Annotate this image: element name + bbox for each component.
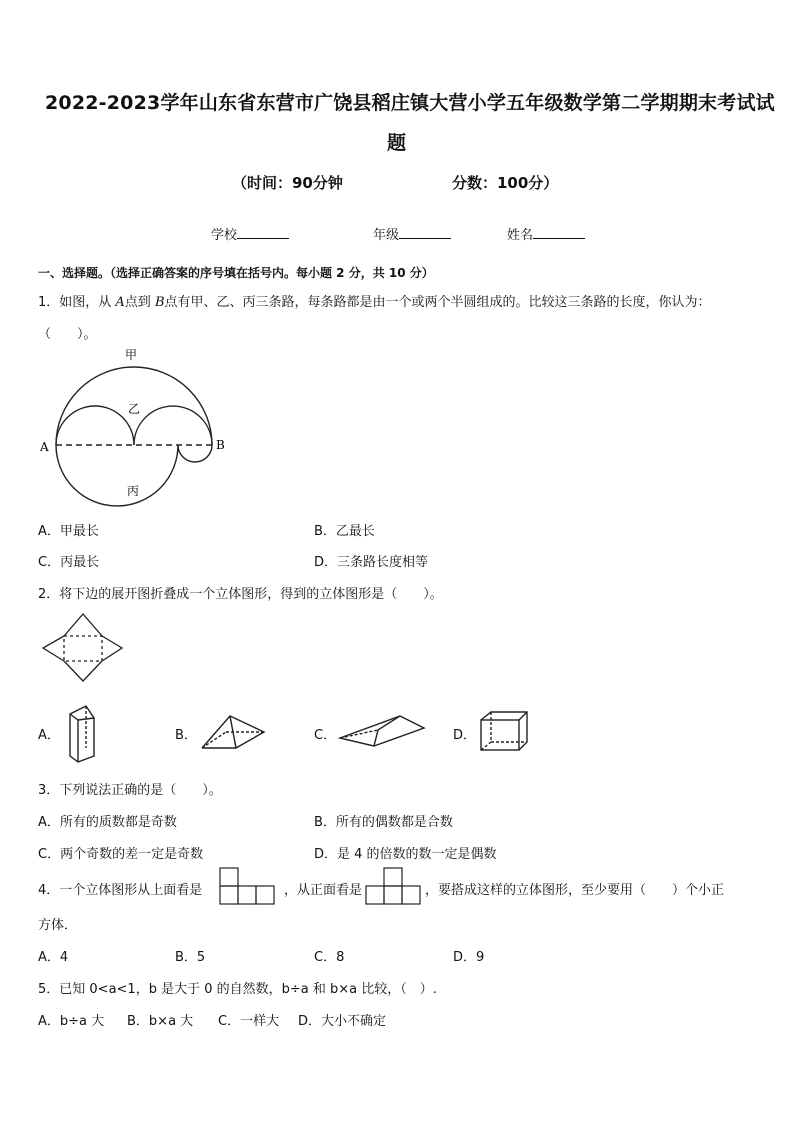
q3-text: 3．下列说法正确的是（ ）。	[38, 783, 222, 798]
q4-option-b[interactable]: B．5	[175, 950, 206, 965]
score-info: 分数：100分）	[452, 174, 559, 192]
q4-text-b: ，从正面看是	[284, 883, 363, 898]
q1-option-c[interactable]: C．丙最长	[38, 555, 100, 570]
q3-option-d[interactable]: D．是 4 的倍数的数一定是偶数	[314, 847, 497, 862]
q2-option-d-label[interactable]: D．	[453, 728, 477, 743]
q4-option-a[interactable]: A．4	[38, 950, 69, 965]
q5-option-c[interactable]: C．一样大	[218, 1014, 280, 1029]
label-jia: 甲	[125, 348, 138, 362]
section-heading: 一、选择题。（选择正确答案的序号填在括号内。每小题 2 分，共 10 分）	[38, 266, 434, 280]
q4-option-c[interactable]: C．8	[314, 950, 345, 965]
q4-text-a: 4．一个立体图形从上面看是	[38, 883, 203, 898]
q1-text-c: 点有甲、乙、丙三条路，每条路都是由一个或两个半圆组成的。比较这三条路的长度，你认为：	[164, 295, 711, 310]
q4-text-c: ，要搭成这样的立体图形，至少要用（ ）个小正	[425, 883, 725, 898]
q1-text-line2: （ ）。	[38, 327, 97, 342]
label-a: A	[40, 440, 49, 454]
q2-text: 2．将下边的展开图折叠成一个立体图形，得到的立体图形是（ ）。	[38, 587, 443, 602]
q4-option-d[interactable]: D．9	[453, 950, 485, 965]
exam-title-line2: 题	[387, 132, 407, 154]
q3-option-b[interactable]: B．所有的偶数都是合数	[314, 815, 453, 830]
q3-option-a[interactable]: A．所有的质数都是奇数	[38, 815, 177, 830]
q5-option-b[interactable]: B．b×a 大	[127, 1014, 194, 1029]
q5-option-a[interactable]: A．b÷a 大	[38, 1014, 105, 1029]
name-label: 姓名	[507, 228, 534, 243]
label-yi: 乙	[128, 402, 141, 416]
q1-option-b[interactable]: B．乙最长	[314, 524, 375, 539]
grade-label: 年级	[373, 228, 400, 243]
q1-var-b: B	[154, 295, 165, 310]
time-info: （时间：90分钟	[232, 174, 343, 192]
q1-option-a[interactable]: A．甲最长	[38, 524, 99, 539]
label-bing: 丙	[127, 484, 140, 498]
label-b: B	[216, 438, 225, 452]
q2-option-a-label[interactable]: A．	[38, 728, 60, 743]
exam-title-line1: 2022-2023学年山东省东营市广饶县稻庄镇大营小学五年级数学第二学期期末考试试	[45, 92, 775, 114]
q3-option-c[interactable]: C．两个奇数的差一定是奇数	[38, 847, 204, 862]
q1-text-b: 点到	[124, 295, 155, 310]
q2-option-c-label[interactable]: C．	[314, 728, 337, 743]
q1-var-a: A	[115, 295, 125, 310]
q1-option-d[interactable]: D．三条路长度相等	[314, 555, 429, 570]
q2-option-b-label[interactable]: B．	[175, 728, 197, 743]
q4-text-line2: 方体．	[38, 918, 78, 933]
school-label: 学校	[211, 228, 238, 243]
q5-option-d[interactable]: D．大小不确定	[298, 1014, 387, 1029]
q1-text-a: 1．如图，从	[38, 295, 116, 310]
q5-text: 5．已知 0<a<1，b 是大于 0 的自然数，b÷a 和 b×a 比较，（ ）.	[38, 982, 437, 997]
